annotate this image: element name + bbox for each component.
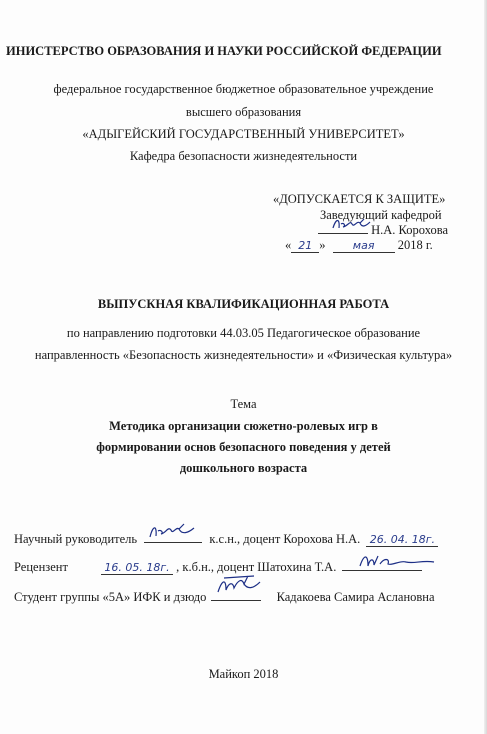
reviewer-info: , к.б.н., доцент Шатохина Т.А.: [176, 560, 337, 574]
supervisor-signature-blank: [144, 542, 202, 543]
institution-type-line2: высшего образования: [185, 105, 302, 119]
student-signature-image: [214, 572, 264, 598]
approval-date: [285, 238, 433, 253]
reviewer-label: Рецензент: [14, 560, 68, 574]
supervisor-info: к.с.н., доцент Корохова Н.А.: [209, 532, 361, 546]
topic-line-1: Методика организации сюжетно-ролевых игр в: [109, 419, 378, 433]
topic-line-3: дошкольного возраста: [179, 461, 308, 475]
university-name: «АДЫГЕЙСКИЙ ГОСУДАРСТВЕННЫЙ УНИВЕРСИТЕТ»: [82, 127, 405, 141]
date-day: 21: [291, 239, 319, 253]
admit-to-defense: «ДОПУСКАЕТСЯ К ЗАЩИТЕ»: [273, 192, 446, 206]
department-name: Кафедра безопасности жизнедеятельности: [129, 149, 358, 163]
work-profile: направленность «Безопасность жизнедеятельности» и «Физическая культура»: [34, 348, 453, 362]
work-title: ВЫПУСКНАЯ КВАЛИФИКАЦИОННАЯ РАБОТА: [97, 297, 390, 311]
date-month: мая: [333, 239, 395, 253]
head-title: Заведующий кафедрой: [320, 208, 442, 222]
student-name: Кадакоева Самира Аслановна: [276, 590, 435, 604]
date-open-quote: «: [285, 238, 292, 252]
date-year: 2018 г.: [397, 238, 433, 252]
date-close-quote: »: [319, 238, 326, 252]
head-signature-image: [330, 214, 374, 234]
supervisor-signature-image: [146, 519, 200, 541]
reviewer-signature-image: [356, 550, 440, 572]
student-label: Студент группы «5А» ИФК и дзюдо: [14, 590, 207, 604]
topic-line-2: формировании основ безопасного поведения у детей: [96, 440, 391, 454]
supervisor-date: 26. 04. 18г.: [366, 533, 438, 547]
work-direction: по направлению подготовки 44.03.05 Педагогическое образование: [66, 326, 421, 340]
institution-type-line1: федеральное государственное бюджетное образовательное учреждение: [53, 82, 434, 96]
reviewer-date: 16. 05. 18г.: [101, 561, 173, 575]
supervisor-label: Научный руководитель: [14, 532, 138, 546]
student-signature-blank: [211, 600, 261, 601]
head-name: Н.А. Корохова: [371, 223, 449, 237]
city-year: Майкоп 2018: [208, 667, 279, 681]
supervisor-row: [14, 532, 438, 547]
topic-label: Тема: [230, 397, 257, 411]
ministry-heading: ИНИСТЕРСТВО ОБРАЗОВАНИЯ И НАУКИ РОССИЙСКОЙ ФЕДЕРАЦИИ: [6, 44, 442, 58]
